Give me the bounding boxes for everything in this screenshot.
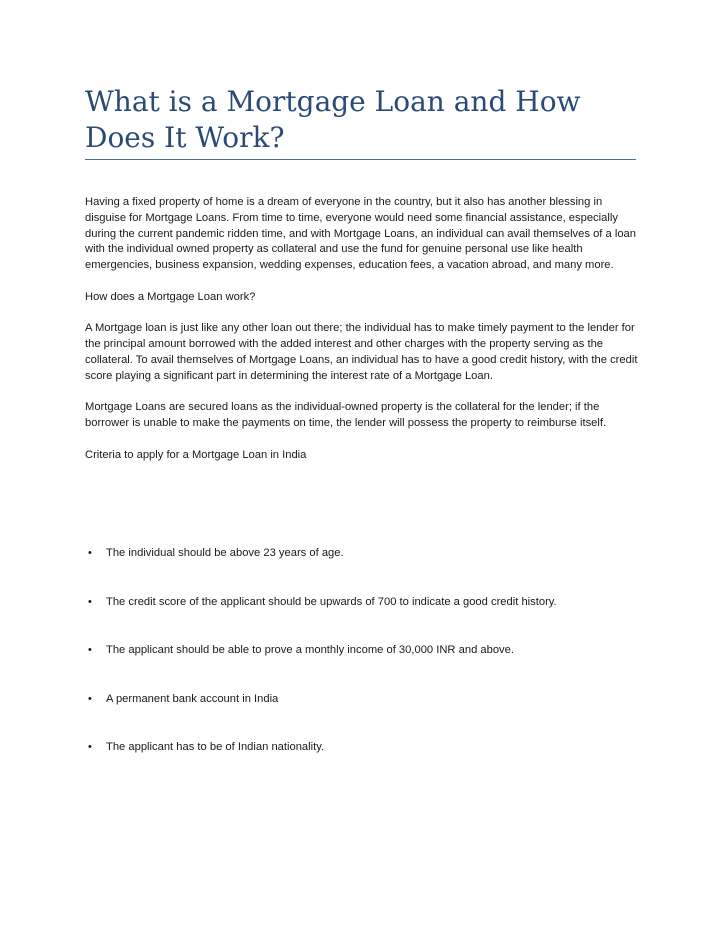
list-item [85, 740, 645, 789]
bullet-icon: • [88, 644, 92, 657]
how-it-works-paragraph: A Mortgage loan is just like any other loan out there; the individual has to make timely payment to the lender for the principal amount borrowed with the added interest and other charges with the property serving as the collateral. To avail themselves of Mortgage Loans, an individual has to have a good credit history, with the credit score playing a significant part in determining the interest rate of a Mortgage Loan. [85, 322, 638, 382]
section-heading-criteria: Criteria to apply for a Mortgage Loan in India [85, 448, 307, 461]
list-item-text: The applicant should be able to prove a monthly income of 30,000 INR and above. [106, 644, 514, 657]
list-item-text: A permanent bank account in India [106, 692, 279, 705]
title-divider [85, 159, 636, 160]
intro-paragraph: Having a fixed property of home is a dream of everyone in the country, but it also has another blessing in disguise for Mortgage Loans. From time to time, everyone would need some financial assistance, especially during the current pandemic ridden time, and with Mortgage Loans, an individual can avail themselves of a loan with the individual owned property as collateral and use the fund for genuine personal use like health emergencies, business expansion, wedding expenses, education fees, a vacation abroad, and many more. [85, 196, 636, 272]
list-item [85, 595, 645, 644]
list-item [85, 643, 645, 692]
bullet-icon: • [88, 741, 92, 754]
criteria-list [85, 546, 645, 789]
list-item-text: The applicant has to be of Indian nationality. [106, 741, 325, 754]
section-heading-how-it-works: How does a Mortgage Loan work? [85, 290, 256, 303]
document-body [85, 195, 640, 479]
bullet-icon: • [88, 547, 92, 559]
secured-loans-paragraph: Mortgage Loans are secured loans as the individual-owned property is the collateral for the lender; if the borrower is unable to make the payments on time, the lender will possess the property to reimburse itself. [85, 401, 607, 430]
bullet-icon: • [88, 692, 92, 705]
list-item [85, 692, 645, 741]
list-item [85, 546, 645, 595]
list-item-text: The credit score of the applicant should be upwards of 700 to indicate a good credit history. [106, 595, 557, 608]
document-title: What is a Mortgage Loan and How Does It Work? [85, 85, 581, 154]
list-item-text: The individual should be above 23 years of age. [106, 547, 344, 559]
bullet-icon: • [88, 595, 92, 608]
